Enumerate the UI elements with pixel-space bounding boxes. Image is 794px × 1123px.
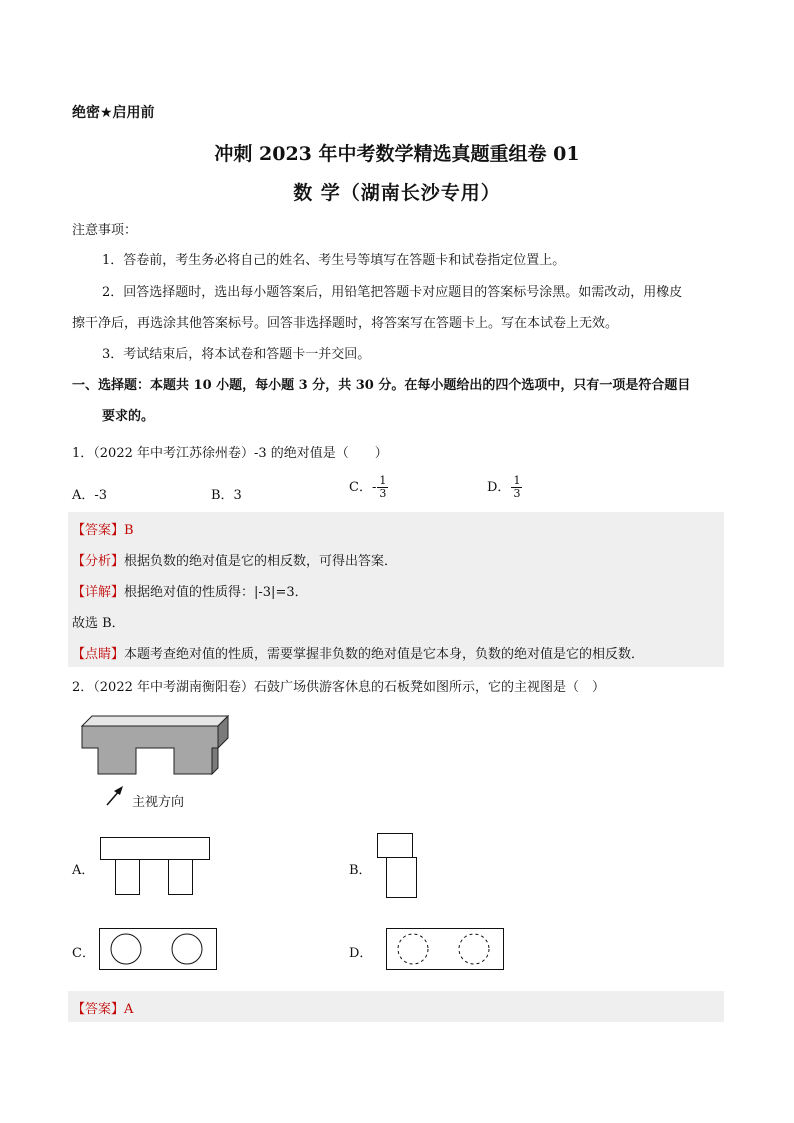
detail-text: 根据绝对值的性质得：|-3|=3． [124,585,308,600]
section-heading: 一、选择题：本题共 10 小题，每小题 3 分，共 30 分。在每小题给出的四个选项中，只有一项是符合题目 [72,378,691,393]
answer-band [68,512,724,543]
note-item-2: 2．回答选择题时，选出每小题答案后，用铅笔把答题卡对应题目的答案标号涂黑。如需改动，用橡皮 [102,285,683,300]
conclusion-band [68,605,724,636]
q1-option-a: A．-3 [72,488,108,503]
view-direction-label: 主视方向 [132,795,185,810]
exam-title: 冲刺 2023 年中考数学精选真题重组卷 01 [214,143,580,165]
q2-option-b-label: B． [349,863,372,878]
fraction-numerator: 1 [513,474,521,487]
notes-heading: 注意事项： [72,223,138,238]
q1-option-d-prefix: D． [487,480,511,495]
comment-text: 本题考查绝对值的性质，需要掌握非负数的绝对值是它本身，负数的绝对值是它的相反数． [124,647,645,662]
q2-stem: 2．（2022 年中考湖南衡阳卷）石鼓广场供游客休息的石板凳如图所示，它的主视图是（ ） [72,680,605,695]
secret-label: 绝密★启用前 [72,105,155,121]
fraction-numerator: 1 [379,474,387,487]
q1-comment [72,643,644,662]
fraction-denominator: 3 [379,487,387,500]
option-d-bottom-view [385,927,507,973]
answer-tag: 【答案】 [72,523,125,538]
note-item-1: 1．答卷前，考生务必将自己的姓名、考生号等填写在答题卡和试卷指定位置上。 [102,253,566,268]
answer-value: B [124,523,134,538]
q2-answer [72,998,133,1017]
q1-conclusion: 故选 B． [72,616,125,631]
note-item-2-cont: 擦干净后，再选涂其他答案标号。回答非选择题时，将答案写在答题卡上。写在本试卷上无效。 [72,316,619,331]
q1-stem: 1．（2022 年中考江苏徐州卷）-3 的绝对值是（ ） [72,446,388,461]
q1-option-b: B．3 [211,488,242,503]
q2-option-d-label: D． [349,946,373,961]
detail-tag: 【详解】 [72,585,125,600]
section-heading-cont: 要求的。 [102,409,155,424]
answer-value: A [124,1002,134,1017]
fraction-one-third [511,475,522,500]
option-c-top-view [98,927,220,973]
q1-answer [72,519,134,538]
answer-tag: 【答案】 [72,1002,125,1017]
note-item-3: 3．考试结束后，将本试卷和答题卡一并交回。 [102,347,371,362]
q1-option-d [487,475,522,500]
analysis-tag: 【分析】 [72,554,125,569]
exam-subtitle: 数 学（湖南长沙专用） [293,182,501,204]
arrow-icon [104,784,126,808]
option-b-side-view [376,832,416,900]
option-a-front-view [100,836,212,898]
q1-detail [72,581,308,600]
answer-band [68,991,724,1022]
stone-bench-figure [78,712,238,782]
fraction-denominator: 3 [513,487,521,500]
q1-option-c-prefix: C．- [349,480,377,495]
comment-tag: 【点睛】 [72,647,125,662]
analysis-text: 根据负数的绝对值是它的相反数，可得出答案． [124,554,398,569]
q1-analysis [72,550,397,569]
q2-option-c-label: C． [72,946,95,961]
q1-option-c [349,475,388,500]
q2-option-a-label: A． [72,863,95,878]
fraction-one-third [377,475,388,500]
